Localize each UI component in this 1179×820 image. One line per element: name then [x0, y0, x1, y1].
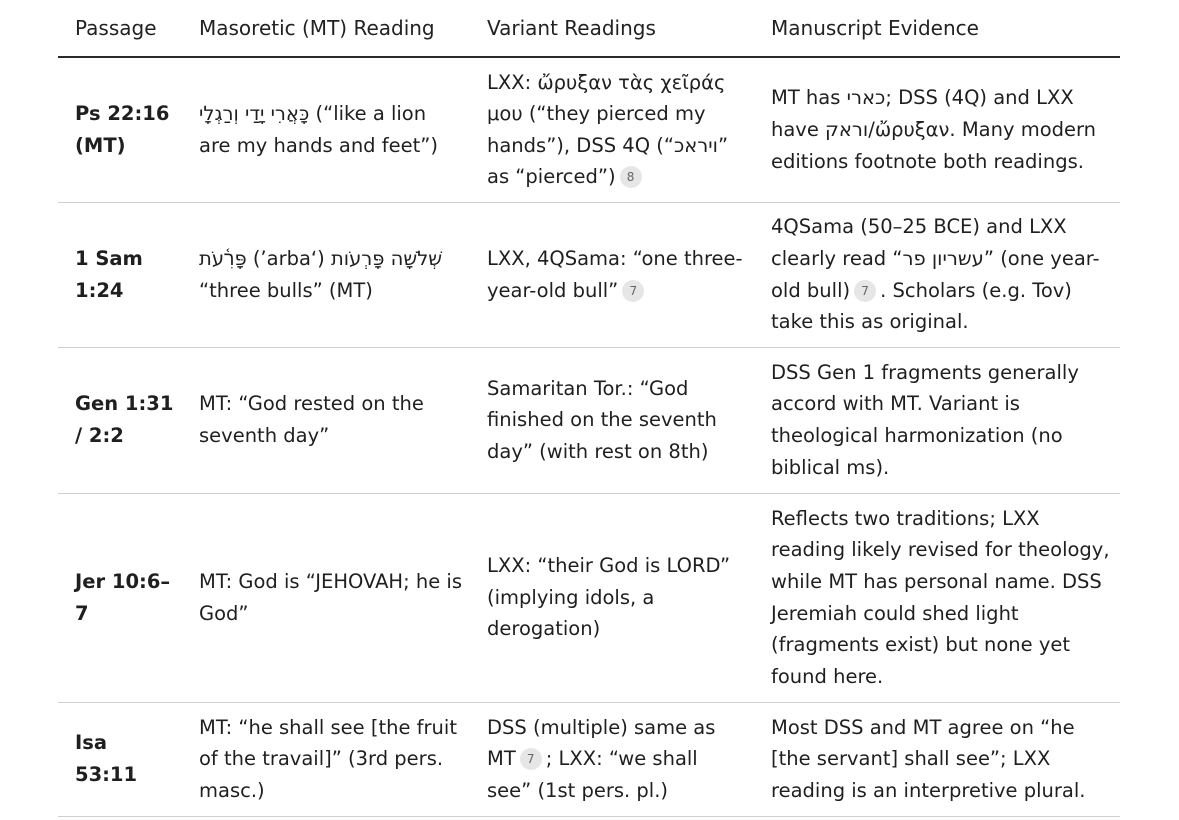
- table-row: [58, 493, 1120, 702]
- mt-cell: MT: “he shall see [the fruit of the travail]” (3rd pers. masc.): [182, 702, 470, 816]
- header-mt-reading: Masoretic (MT) Reading: [182, 0, 470, 57]
- variant-cell: Samaritan Tor.: “God finished on the seventh day” (with rest on 8th): [470, 347, 754, 493]
- header-row: [58, 0, 1120, 57]
- mt-cell: כָּאֲרִי יָדַי וְרַגְלָי (“like a lion are my hands and feet”): [182, 57, 470, 202]
- evidence-text: 4QSama (50–25 BCE) and LXX clearly read “עשריון פר” (one year-old bull): [771, 215, 1100, 302]
- evidence-cell: Reflects two traditions; LXX reading likely revised for theology, while MT has personal name. DSS Jeremiah could shed light (fragments exist) but none yet found here.: [754, 493, 1120, 702]
- footnote-badge[interactable]: 7: [520, 748, 542, 770]
- comparison-table: [58, 0, 1120, 817]
- table-row: [58, 347, 1120, 493]
- footnote-badge[interactable]: 7: [854, 280, 876, 302]
- evidence-cell: DSS Gen 1 fragments generally accord with MT. Variant is theological harmonization (no biblical ms).: [754, 347, 1120, 493]
- table-row: [58, 57, 1120, 202]
- footnote-badge[interactable]: 8: [620, 166, 642, 188]
- mt-cell: MT: “God rested on the seventh day”: [182, 347, 470, 493]
- evidence-cell: [754, 202, 1120, 347]
- variant-text: LXX, 4QSama: “one three-year-old bull”: [487, 246, 743, 302]
- passage-cell: Ps 22:16 (MT): [58, 57, 182, 202]
- mt-cell: MT: God is “JEHOVAH; he is God”: [182, 493, 470, 702]
- header-variant-readings: Variant Readings: [470, 0, 754, 57]
- variant-cell: LXX: “their God is LORD” (implying idols, a derogation): [470, 493, 754, 702]
- evidence-cell: [754, 57, 1120, 202]
- variant-cell: [470, 202, 754, 347]
- passage-cell: Jer 10:6–7: [58, 493, 182, 702]
- passage-cell: Gen 1:31 / 2:2: [58, 347, 182, 493]
- variant-text-after: ; LXX: “we shall see” (1st pers. pl.): [487, 747, 698, 802]
- mt-cell: פָּרִ֫עֹת (ʼarbaʻ) שְׁלֹשָׁה פָּרְעֹות “three bulls” (MT): [182, 202, 470, 347]
- table-row: [58, 702, 1120, 816]
- variant-text: LXX: ὤρυξαν τὰς χεῖράς μου (“they pierced my hands”), DSS 4Q (“ויראכ” as “pierced”): [487, 70, 729, 189]
- variant-cell: [470, 57, 754, 202]
- header-passage: Passage: [58, 0, 182, 57]
- variant-cell: [470, 702, 754, 816]
- evidence-text-after: . Scholars (e.g. Tov) take this as original.: [771, 278, 1072, 334]
- evidence-cell: Most DSS and MT agree on “he [the servant] shall see”; LXX reading is an interpretive plural.: [754, 702, 1120, 816]
- variant-text: DSS (multiple) same as MT: [487, 715, 716, 771]
- header-manuscript-evidence: Manuscript Evidence: [754, 0, 1120, 57]
- footnote-badge[interactable]: 7: [622, 280, 644, 302]
- evidence-text: MT has כארי; DSS (4Q) and LXX have וראק/ὤρυξαν. Many modern editions footnote both readings.: [771, 86, 1097, 173]
- table-row: [58, 202, 1120, 347]
- passage-cell: 1 Sam 1:24: [58, 202, 182, 347]
- passage-cell: Isa 53:11: [58, 702, 182, 816]
